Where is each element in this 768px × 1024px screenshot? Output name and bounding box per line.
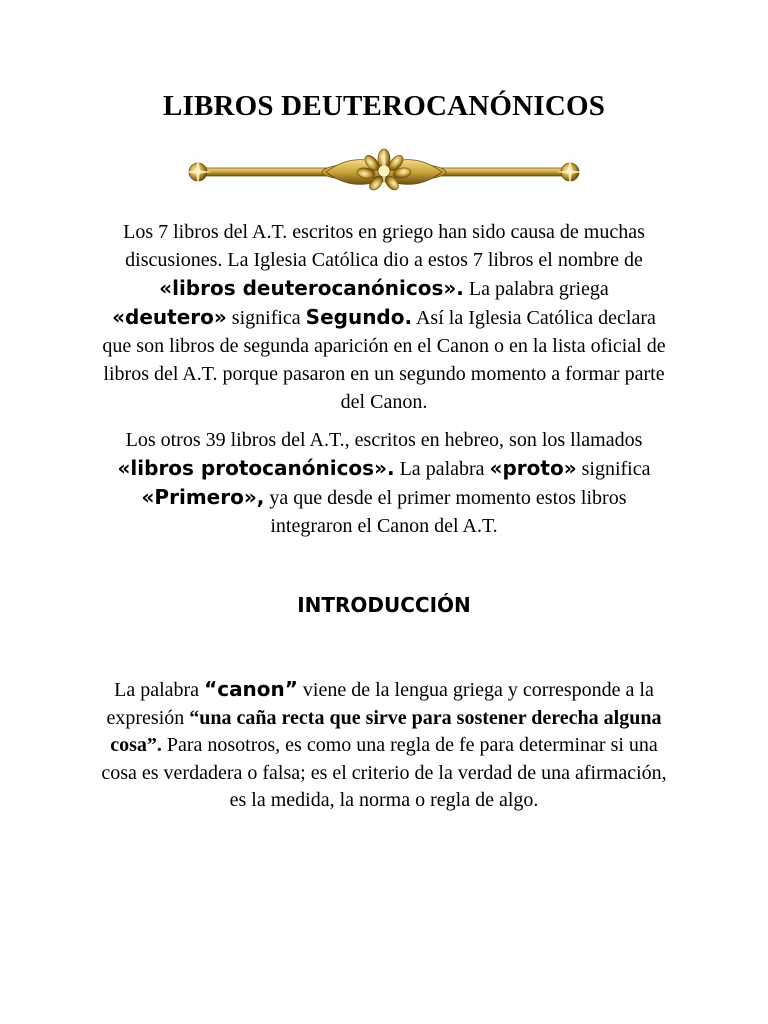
paragraph-deuterocanonical (100, 218, 668, 416)
gold-ornament-divider-icon (176, 143, 592, 201)
bold-term: «Primero», (141, 485, 265, 509)
bold-phrase: “una caña recta que sirve para sostener derecha alguna cosa”. (110, 706, 662, 756)
text-run: ya que desde el primer momento estos libros integraron el Canon del A.T. (264, 487, 627, 537)
text-run: Los otros 39 libros del A.T., escritos en hebreo, son los llamados (125, 429, 643, 451)
bold-term: «libros protocanónicos». (117, 456, 395, 480)
text-run: La palabra (394, 458, 490, 480)
text-run: La palabra (114, 679, 205, 701)
text-run: viene de la lengua griega y corresponde a la expresión (106, 679, 654, 729)
bold-term: «proto» (489, 456, 577, 480)
bold-term: “canon” (204, 677, 298, 701)
paragraph-introduction (100, 676, 668, 815)
paragraph-protocanonical (100, 426, 668, 540)
text-run: significa (576, 458, 651, 480)
section-heading: INTRODUCCIÓN (297, 593, 471, 617)
bold-term: «libros deuterocanónicos». (159, 276, 464, 300)
bold-term: Segundo. (305, 305, 413, 329)
text-run: Así la Iglesia Católica declara que son libros de segunda aparición en el Canon o en la lista oficial de libros del A.T. porque pasaron en un segundo momento a formar parte del Canon. (102, 307, 666, 413)
document-title: LIBROS DEUTEROCANÓNICOS (162, 90, 606, 122)
text-run: Para nosotros, es como una regla de fe para determinar si una cosa es verdadera o falsa; es el criterio de la verdad de una afirmación, es la medida, la norma o regla de algo. (101, 734, 667, 811)
text-run: significa (226, 307, 306, 329)
text-run: La palabra griega (463, 278, 609, 300)
bold-term: «deutero» (112, 305, 227, 329)
text-run: Los 7 libros del A.T. escritos en griego han sido causa de muchas discusiones. La Iglesia Católica dio a estos 7 libros el nombre de (123, 221, 645, 271)
